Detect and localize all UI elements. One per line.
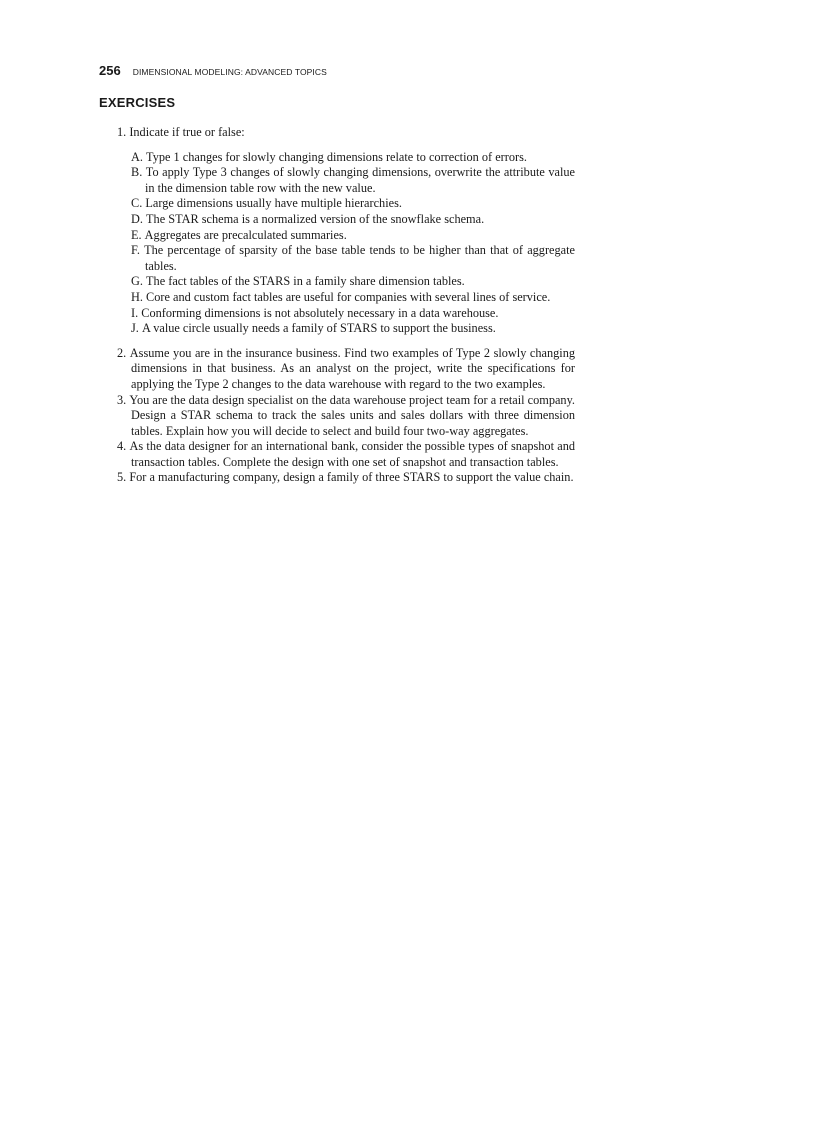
true-false-item: [131, 321, 575, 337]
item-letter: J.: [131, 321, 139, 336]
running-header: [99, 62, 327, 80]
true-false-item: [131, 290, 575, 306]
item-letter: D.: [131, 211, 143, 226]
exercise-text: For a manufacturing company, design a family of three STARS to support the value chain.: [129, 470, 574, 485]
exercise-list: [117, 125, 575, 486]
true-false-item: [131, 243, 575, 274]
item-text: Aggregates are precalculated summaries.: [144, 227, 347, 242]
exercise-item: [117, 439, 575, 470]
item-letter: H.: [131, 289, 143, 304]
true-false-item: [131, 150, 575, 166]
exercise-item: [117, 346, 575, 393]
item-text: To apply Type 3 changes of slowly changing dimensions, overwrite the attribute value in the dimension table row with the new value.: [145, 165, 575, 195]
item-letter: A.: [131, 149, 143, 164]
page-number: 256: [99, 63, 121, 78]
exercise-text: Indicate if true or false:: [129, 125, 245, 139]
item-text: Conforming dimensions is not absolutely necessary in a data warehouse.: [141, 305, 499, 320]
exercise-text: Assume you are in the insurance business. Find two examples of Type 2 slowly changing dimensions in that business. As an analyst on the project, write the specifications for applying the Type 2 changes to the data warehouse with regard to the two examples.: [129, 345, 575, 391]
item-letter: F.: [131, 243, 140, 258]
item-text: Type 1 changes for slowly changing dimensions relate to correction of errors.: [146, 149, 527, 164]
item-letter: E.: [131, 227, 142, 242]
item-letter: I.: [131, 305, 139, 320]
item-text: The percentage of sparsity of the base table tends to be higher than that of aggregate tables.: [144, 243, 575, 273]
item-text: A value circle usually needs a family of STARS to support the business.: [141, 321, 496, 336]
item-text: Large dimensions usually have multiple hierarchies.: [145, 196, 402, 211]
exercise-number: 1.: [117, 125, 127, 139]
true-false-item: [131, 165, 575, 196]
item-letter: C.: [131, 196, 143, 211]
true-false-item: [131, 212, 575, 228]
item-text: Core and custom fact tables are useful for companies with several lines of service.: [146, 289, 551, 304]
exercise-number: 4.: [117, 439, 127, 454]
exercise-item: [117, 393, 575, 440]
section-title: EXERCISES: [99, 95, 176, 110]
item-text: The STAR schema is a normalized version of the snowflake schema.: [146, 211, 485, 226]
true-false-list: [131, 150, 575, 337]
exercise-text: You are the data design specialist on the data warehouse project team for a retail company. Design a STAR schema to track the sales units and sales dollars with three dimension tables. Explain how you will decide to select and build four two-way aggregates.: [129, 392, 576, 438]
running-title: DIMENSIONAL MODELING: ADVANCED TOPICS: [132, 67, 327, 77]
true-false-item: [131, 274, 575, 290]
true-false-item: [131, 306, 575, 322]
item-letter: B.: [131, 165, 143, 180]
exercise-number: 3.: [117, 392, 127, 407]
exercise-item: [117, 470, 575, 486]
true-false-item: [131, 228, 575, 244]
exercise-number: 2.: [117, 345, 127, 360]
true-false-item: [131, 196, 575, 212]
item-letter: G.: [131, 274, 143, 289]
exercise-number: 5.: [117, 470, 127, 485]
item-text: The fact tables of the STARS in a family share dimension tables.: [146, 274, 465, 289]
exercise-item: [117, 125, 575, 337]
exercise-text: As the data designer for an international bank, consider the possible types of snapshot and transaction tables. Complete the design with one set of snapshot and transaction tables.: [129, 439, 575, 469]
